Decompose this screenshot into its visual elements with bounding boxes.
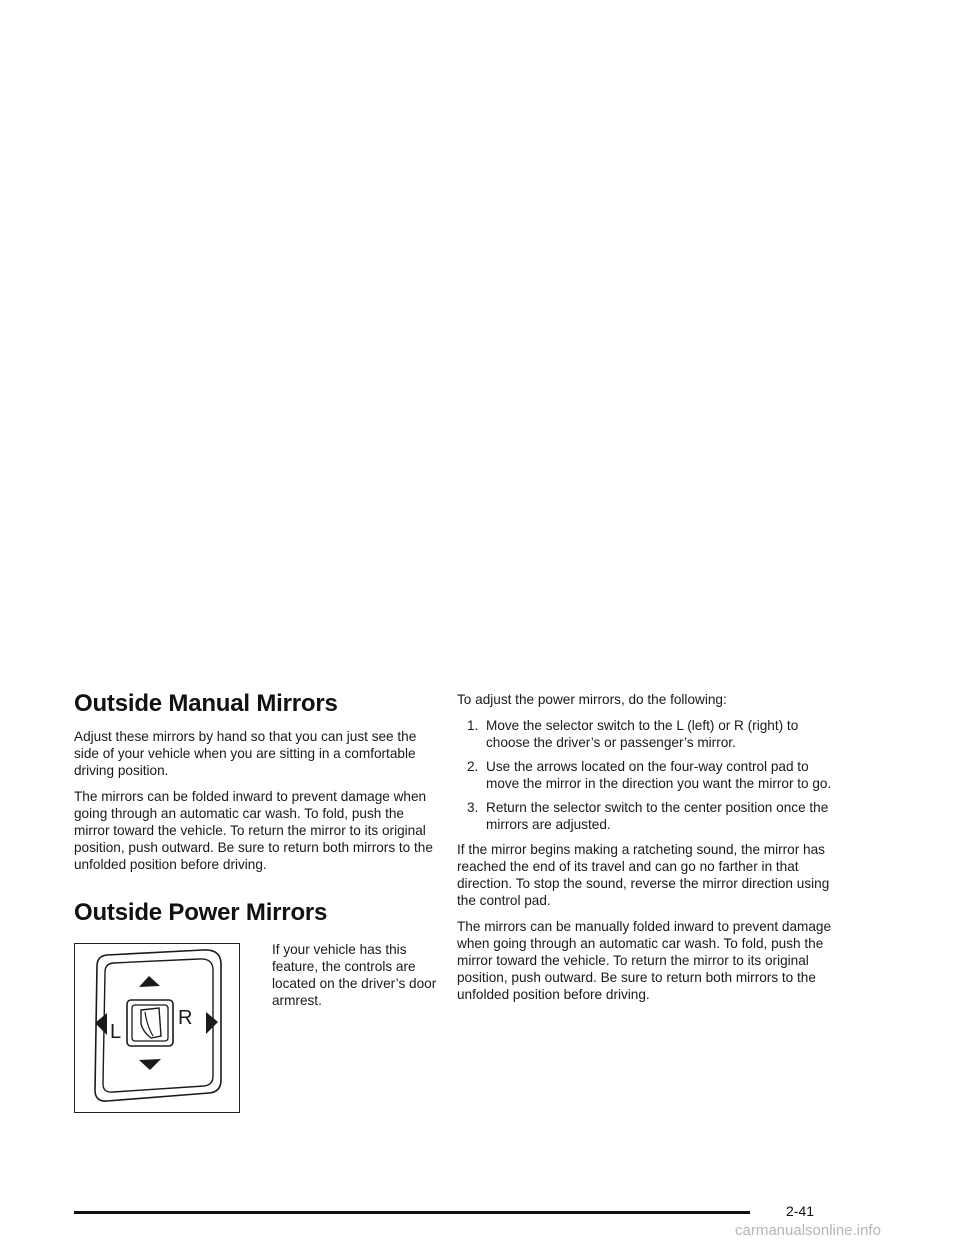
adjust-intro: To adjust the power mirrors, do the following:: [457, 692, 727, 707]
step-text: Return the selector switch to the center position once the mirrors are adjusted.: [486, 800, 829, 832]
manual-mirrors-paragraph-2: The mirrors can be folded inward to prevent damage when going through an automatic car wash. To fold, push the mirror toward the vehicle. To return the mirror to its original position, push outward. Be sure to return both mirrors to the unfolded position before driving.: [74, 789, 433, 872]
power-mirrors-block: [74, 941, 437, 1111]
step-number: 1.: [467, 718, 479, 733]
arrow-up-icon: [139, 976, 160, 987]
label-left-selector: L: [110, 1021, 122, 1043]
list-item: [457, 799, 837, 833]
right-column: [457, 691, 837, 1012]
manual-mirrors-paragraph-1: Adjust these mirrors by hand so that you can just see the side of your vehicle when you are sitting in a comfortable driving position.: [74, 729, 417, 778]
step-text: Use the arrows located on the four-way control pad to move the mirror in the direction you want the mirror to go.: [486, 759, 832, 791]
power-mirrors-section: [74, 899, 437, 1111]
list-item: [457, 717, 837, 751]
step-number: 2.: [467, 759, 479, 774]
label-right-selector: R: [178, 1007, 193, 1029]
ratchet-sound-paragraph: If the mirror begins making a ratcheting sound, the mirror has reached the end of its travel and can go no farther in that direction. To stop the sound, reverse the mirror direction using the control pad.: [457, 842, 830, 908]
mirror-control-pad-drawing: [75, 944, 238, 1111]
manual-fold-paragraph: The mirrors can be manually folded inward to prevent damage when going through an automatic car wash. To fold, push the mirror toward the vehicle. To return the mirror to its original position, push outward. Be sure to return both mirrors to the unfolded position before driving.: [457, 919, 832, 1002]
arrow-right-icon: [206, 1012, 218, 1034]
power-mirrors-paragraph: If your vehicle has this feature, the controls are located on the driver’s door armrest.: [272, 942, 437, 1008]
step-number: 3.: [467, 800, 479, 815]
step-text: Move the selector switch to the L (left) or R (right) to choose the driver’s or passenger’s mirror.: [486, 718, 799, 750]
power-mirrors-intro-text: [272, 941, 437, 1018]
watermark-text: carmanualsonline.info: [735, 1222, 881, 1239]
arrow-down-icon: [139, 1059, 161, 1070]
heading-outside-power-mirrors: Outside Power Mirrors: [74, 899, 328, 926]
heading-outside-manual-mirrors: Outside Manual Mirrors: [74, 690, 338, 717]
adjust-steps-list: [457, 717, 837, 833]
list-item: [457, 758, 837, 792]
mirror-control-illustration: [74, 943, 240, 1113]
left-column: [74, 690, 437, 1111]
footer-rule: [74, 1211, 750, 1214]
page-number: 2-41: [786, 1203, 815, 1219]
